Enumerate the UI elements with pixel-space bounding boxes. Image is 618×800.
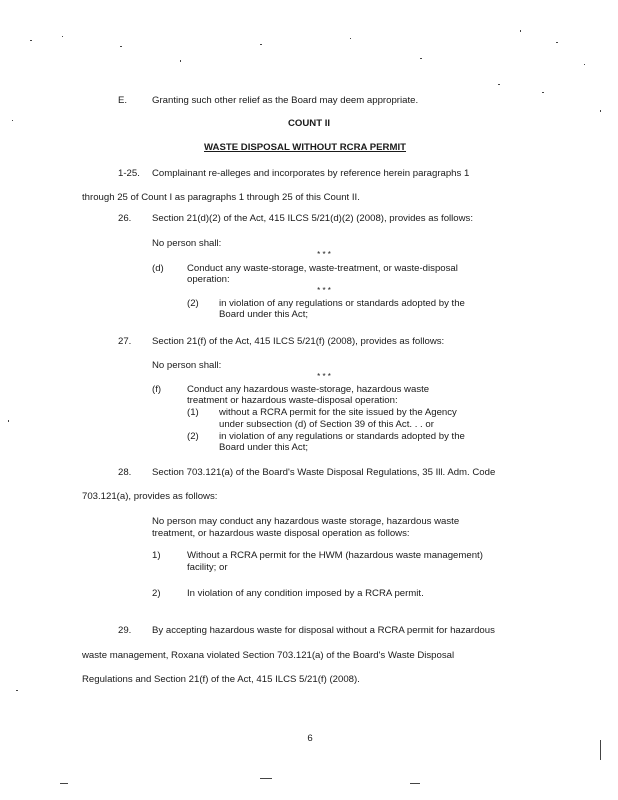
para-27-f-label: (f): [152, 384, 162, 395]
para-27-f-line2: treatment or hazardous waste-disposal operation:: [187, 395, 398, 406]
para-26-d2-label: (2): [187, 298, 199, 309]
para-27-no-person: No person shall:: [152, 360, 222, 371]
para-26-no-person: No person shall:: [152, 238, 222, 249]
para-26-d-label: (d): [152, 263, 164, 274]
para-26-stars-2: * * *: [317, 286, 331, 295]
para-27-f1-line1: without a RCRA permit for the site issued by the Agency: [219, 407, 457, 418]
count-title: WASTE DISPOSAL WITHOUT RCRA PERMIT: [203, 142, 407, 153]
item-e-marker: E.: [118, 95, 128, 106]
para-28-item1-line2: facility; or: [187, 562, 228, 573]
para-27-f1-label: (1): [187, 407, 199, 418]
para-27-text: Section 21(f) of the Act, 415 ILCS 5/21(f) (2008), provides as follows:: [152, 336, 445, 347]
para-26-d2-line2: Board under this Act;: [219, 309, 309, 320]
para-29-number: 29.: [118, 625, 132, 636]
para-28-item1-line1: Without a RCRA permit for the HWM (hazardous waste management): [187, 550, 483, 561]
para-28-number: 28.: [118, 467, 132, 478]
para-28-quote-line1: No person may conduct any hazardous waste storage, hazardous waste: [152, 516, 460, 527]
para-27-f1-line2: under subsection (d) of Section 39 of this Act. . . or: [219, 419, 434, 430]
para-28-item1-label: 1): [152, 550, 161, 561]
para-27-f2-line1: in violation of any regulations or standards adopted by the: [219, 431, 465, 442]
para-28-line1: Section 703.121(a) of the Board's Waste Disposal Regulations, 35 Ill. Adm. Code: [152, 467, 496, 478]
para-27-f2-label: (2): [187, 431, 199, 442]
para-28-item2-label: 2): [152, 588, 161, 599]
para-27-number: 27.: [118, 336, 132, 347]
para-26-number: 26.: [118, 213, 132, 224]
para-1-25-line1: Complainant re-alleges and incorporates by reference herein paragraphs 1: [152, 168, 470, 179]
para-27-stars: * * *: [317, 372, 331, 381]
page-number: 6: [307, 733, 313, 744]
count-heading: COUNT II: [287, 118, 331, 129]
para-1-25-number: 1-25.: [118, 168, 140, 179]
para-29-line1: By accepting hazardous waste for disposal without a RCRA permit for hazardous: [152, 625, 495, 636]
para-26-d-line2: operation:: [187, 274, 230, 285]
para-27-f-line1: Conduct any hazardous waste-storage, hazardous waste: [187, 384, 430, 395]
para-29-line2: waste management, Roxana violated Section 703.121(a) of the Board's Waste Disposal: [82, 650, 455, 661]
para-26-text: Section 21(d)(2) of the Act, 415 ILCS 5/21(d)(2) (2008), provides as follows:: [152, 213, 474, 224]
para-28-quote-line2: treatment, or hazardous waste disposal operation as follows:: [152, 528, 410, 539]
para-1-25-line2: through 25 of Count I as paragraphs 1 through 25 of this Count II.: [82, 192, 360, 203]
para-29-line3: Regulations and Section 21(f) of the Act, 415 ILCS 5/21(f) (2008).: [82, 674, 360, 685]
para-26-d-line1: Conduct any waste-storage, waste-treatment, or waste-disposal: [187, 263, 458, 274]
para-27-f2-line2: Board under this Act;: [219, 442, 309, 453]
para-28-item2-line1: In violation of any condition imposed by a RCRA permit.: [187, 588, 424, 599]
para-26-d2-line1: in violation of any regulations or standards adopted by the: [219, 298, 465, 309]
para-28-line2: 703.121(a), provides as follows:: [82, 491, 218, 502]
para-26-stars-1: * * *: [317, 250, 331, 259]
item-e-text: Granting such other relief as the Board may deem appropriate.: [152, 95, 419, 106]
